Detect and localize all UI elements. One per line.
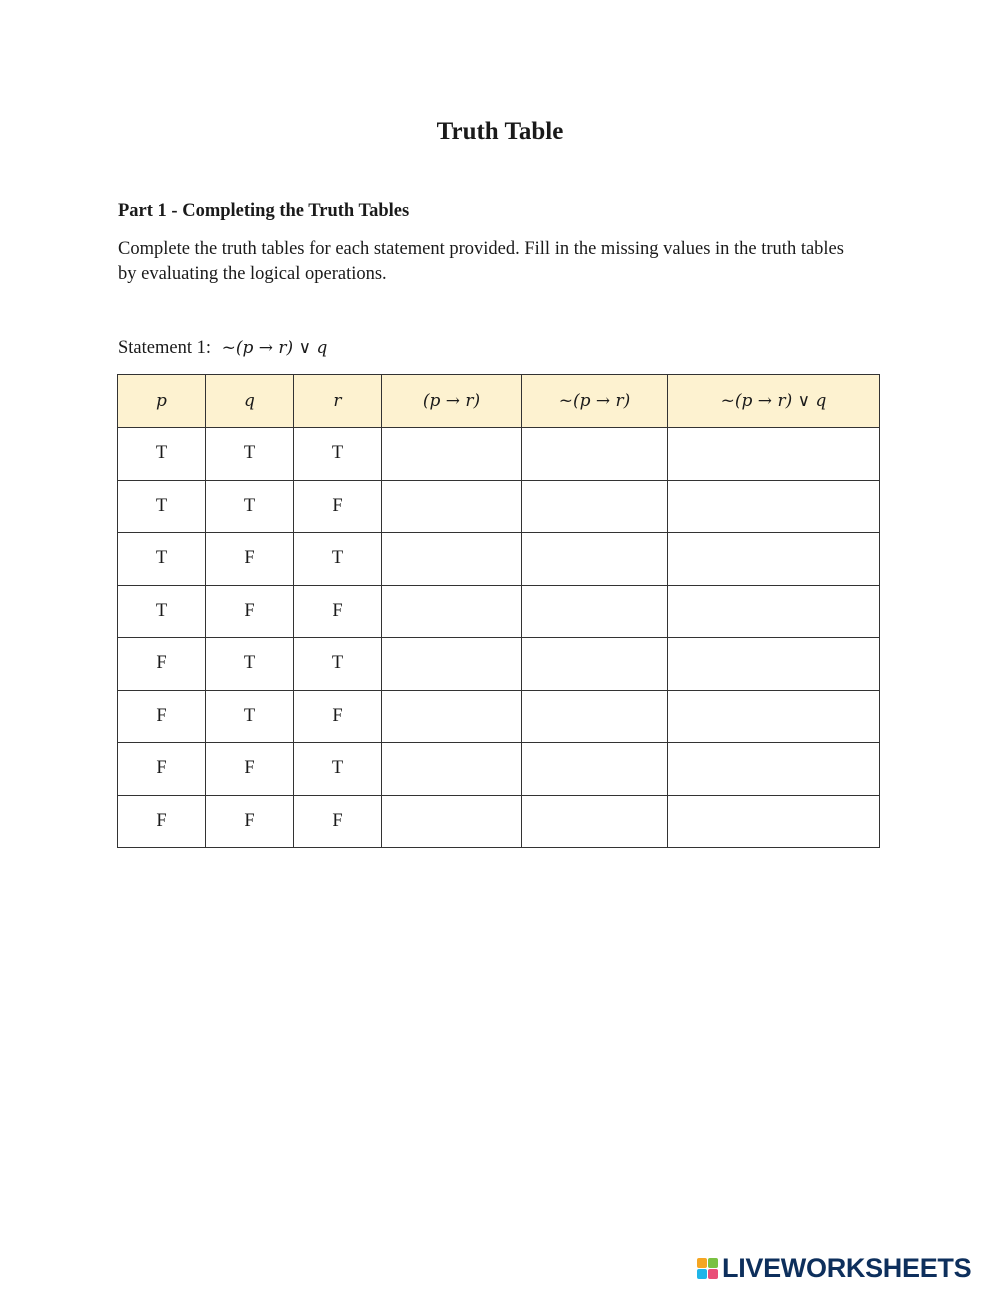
table-row xyxy=(118,690,880,743)
value-cell: T xyxy=(294,428,382,481)
answer-cell[interactable] xyxy=(522,428,668,481)
answer-cell[interactable] xyxy=(382,428,522,481)
value-cell: F xyxy=(294,690,382,743)
value-cell: T xyxy=(118,428,206,481)
header-cell-not-p-implies-r: ~(p → r) xyxy=(522,375,668,428)
statement-formula: ~(p → r) ∨ q xyxy=(221,338,328,358)
table-row xyxy=(118,743,880,796)
answer-cell[interactable] xyxy=(522,743,668,796)
answer-cell[interactable] xyxy=(668,585,880,638)
value-cell: T xyxy=(206,638,294,691)
value-cell: T xyxy=(294,533,382,586)
answer-cell[interactable] xyxy=(382,480,522,533)
header-cell-statement: ~(p → r) ∨ q xyxy=(668,375,880,428)
value-cell: T xyxy=(118,480,206,533)
table-row xyxy=(118,533,880,586)
answer-cell[interactable] xyxy=(522,690,668,743)
header-cell-r: r xyxy=(294,375,382,428)
answer-cell[interactable] xyxy=(382,585,522,638)
table-row xyxy=(118,428,880,481)
value-cell: F xyxy=(118,743,206,796)
value-cell: F xyxy=(294,585,382,638)
answer-cell[interactable] xyxy=(522,795,668,848)
answer-cell[interactable] xyxy=(522,585,668,638)
answer-cell[interactable] xyxy=(522,480,668,533)
value-cell: T xyxy=(294,638,382,691)
page-title: Truth Table xyxy=(436,118,564,145)
value-cell: F xyxy=(206,533,294,586)
table-row xyxy=(118,480,880,533)
value-cell: T xyxy=(206,690,294,743)
answer-cell[interactable] xyxy=(668,638,880,691)
header-cell-p: p xyxy=(118,375,206,428)
answer-cell[interactable] xyxy=(668,480,880,533)
table-row xyxy=(118,585,880,638)
answer-cell[interactable] xyxy=(668,428,880,481)
value-cell: F xyxy=(206,743,294,796)
value-cell: F xyxy=(118,638,206,691)
logo-blocks-icon xyxy=(697,1258,718,1279)
value-cell: F xyxy=(294,480,382,533)
value-cell: F xyxy=(118,795,206,848)
answer-cell[interactable] xyxy=(668,533,880,586)
answer-cell[interactable] xyxy=(522,638,668,691)
table-row xyxy=(118,638,880,691)
answer-cell[interactable] xyxy=(382,690,522,743)
table-row xyxy=(118,795,880,848)
header-row xyxy=(118,375,880,428)
answer-cell[interactable] xyxy=(382,795,522,848)
part-heading: Part 1 - Completing the Truth Tables xyxy=(118,201,410,221)
answer-cell[interactable] xyxy=(382,743,522,796)
value-cell: F xyxy=(118,690,206,743)
header-cell-p-implies-r: (p → r) xyxy=(382,375,522,428)
statement-label: Statement 1: xyxy=(118,338,211,358)
value-cell: F xyxy=(294,795,382,848)
value-cell: T xyxy=(118,585,206,638)
value-cell: T xyxy=(294,743,382,796)
answer-cell[interactable] xyxy=(382,638,522,691)
instructions-text: Complete the truth tables for each statement provided. Fill in the missing values in the truth tables by evaluating the logical operations. xyxy=(118,239,844,284)
statement-line xyxy=(118,336,327,360)
answer-cell[interactable] xyxy=(668,795,880,848)
truth-table xyxy=(117,374,880,848)
value-cell: F xyxy=(206,795,294,848)
answer-cell[interactable] xyxy=(382,533,522,586)
value-cell: T xyxy=(206,428,294,481)
value-cell: T xyxy=(206,480,294,533)
value-cell: T xyxy=(118,533,206,586)
answer-cell[interactable] xyxy=(668,743,880,796)
liveworksheets-logo xyxy=(697,1253,971,1283)
logo-text: LIVEWORKSHEETS xyxy=(722,1253,972,1283)
answer-cell[interactable] xyxy=(522,533,668,586)
header-cell-q: q xyxy=(206,375,294,428)
answer-cell[interactable] xyxy=(668,690,880,743)
value-cell: F xyxy=(206,585,294,638)
